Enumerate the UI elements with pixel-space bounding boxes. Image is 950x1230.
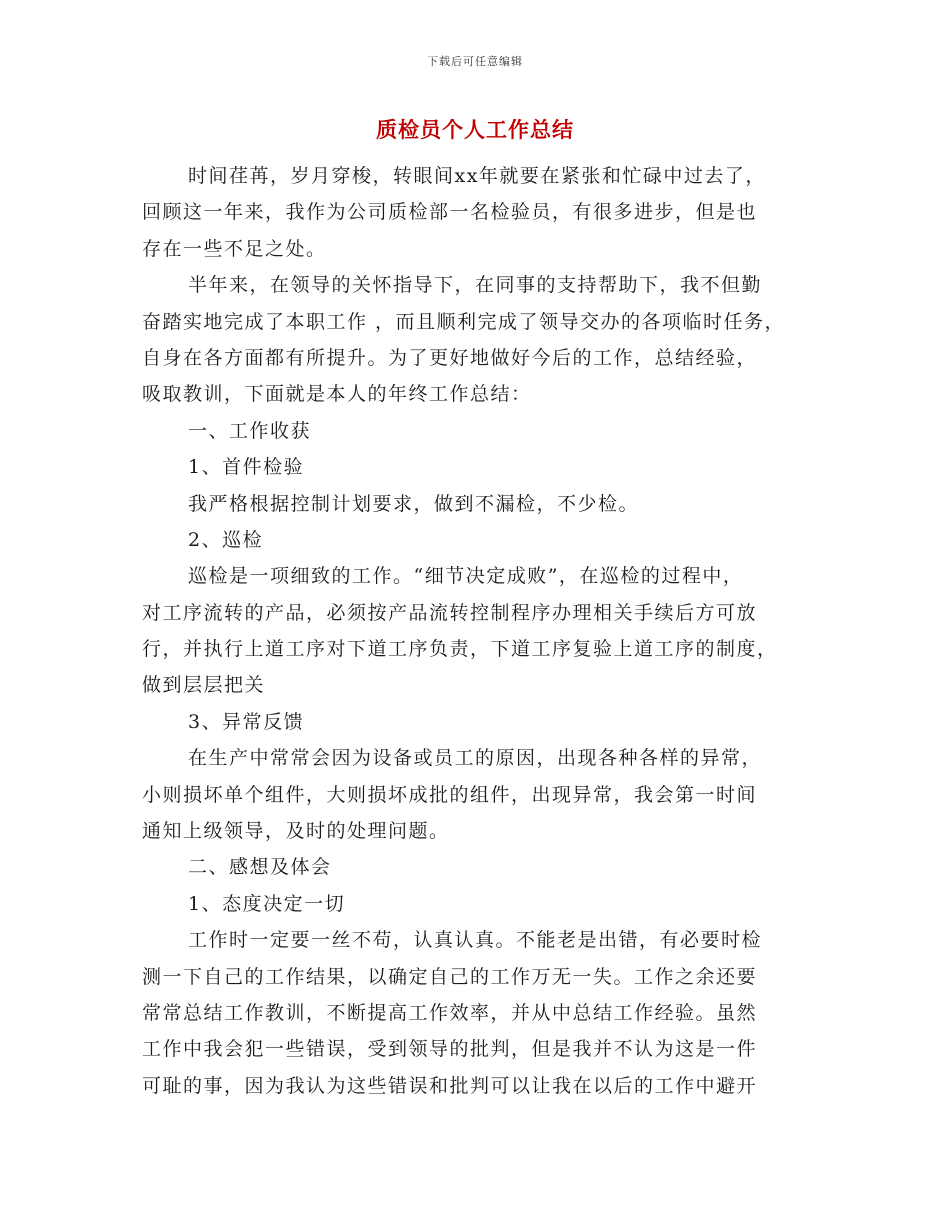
text-line: 可耻的事，因为我认为这些错误和批判可以让我在以后的工作中避开 (142, 1074, 758, 1097)
document-title: 质检员个人工作总结 (376, 117, 574, 142)
text-line: 行，并执行上道工序对下道工序负责，下道工序复验上道工序的制度， (142, 638, 778, 661)
text-line: 回顾这一年来，我作为公司质检部一名检验员，有很多进步，但是也 (142, 201, 758, 224)
text-line: 时间荏苒，岁月穿梭，转眼间xx年就要在紧张和忙碌中过去了， (188, 165, 766, 187)
text-line: 我严格根据控制计划要求，做到不漏检，不少检。 (188, 492, 640, 515)
text-line: 1、态度决定一切 (188, 892, 346, 915)
text-line: 巡检是一项细致的工作。“细节决定成败”，在巡检的过程中， (188, 565, 744, 588)
document-body (142, 158, 822, 1104)
text-line: 常常总结工作教训，不断提高工作效率，并从中总结工作经验。虽然 (142, 1001, 758, 1024)
text-line: 自身在各方面都有所提升。为了更好地做好今后的工作，总结经验， (142, 346, 758, 369)
header-note: 下载后可任意编辑 (427, 55, 523, 68)
text-line: 对工序流转的产品，必须按产品流转控制程序办理相关手续后方可放 (142, 601, 758, 624)
text-line: 测一下自己的工作结果，以确定自己的工作万无一失。工作之余还要 (142, 965, 758, 988)
text-line: 3、异常反馈 (188, 710, 305, 733)
text-line: 2、巡检 (188, 528, 264, 551)
text-line: 半年来，在领导的关怀指导下，在同事的支持帮助下，我不但勤 (188, 274, 763, 297)
text-line: 存在一些不足之处。 (142, 237, 327, 260)
text-line: 做到层层把关 (142, 674, 266, 697)
text-line: 吸取教训，下面就是本人的年终工作总结： (142, 383, 532, 406)
text-line: 工作时一定要一丝不苟，认真认真。不能老是出错，有必要时检 (188, 929, 763, 952)
text-line: 在生产中常常会因为设备或员工的原因，出现各种各样的异常， (188, 747, 763, 770)
text-line: 奋踏实地完成了本职工作 ，而且顺利完成了领导交办的各项临时任务， (142, 310, 786, 333)
text-line: 一、工作收获 (188, 419, 312, 442)
text-line: 小则损坏单个组件，大则损坏成批的组件，出现异常，我会第一时间 (142, 783, 758, 806)
text-line: 1、首件检验 (188, 456, 305, 479)
text-line: 二、感想及体会 (188, 856, 332, 879)
text-line: 工作中我会犯一些错误，受到领导的批判，但是我并不认为这是一件 (142, 1038, 758, 1061)
text-line: 通知上级领导，及时的处理问题。 (142, 820, 450, 843)
